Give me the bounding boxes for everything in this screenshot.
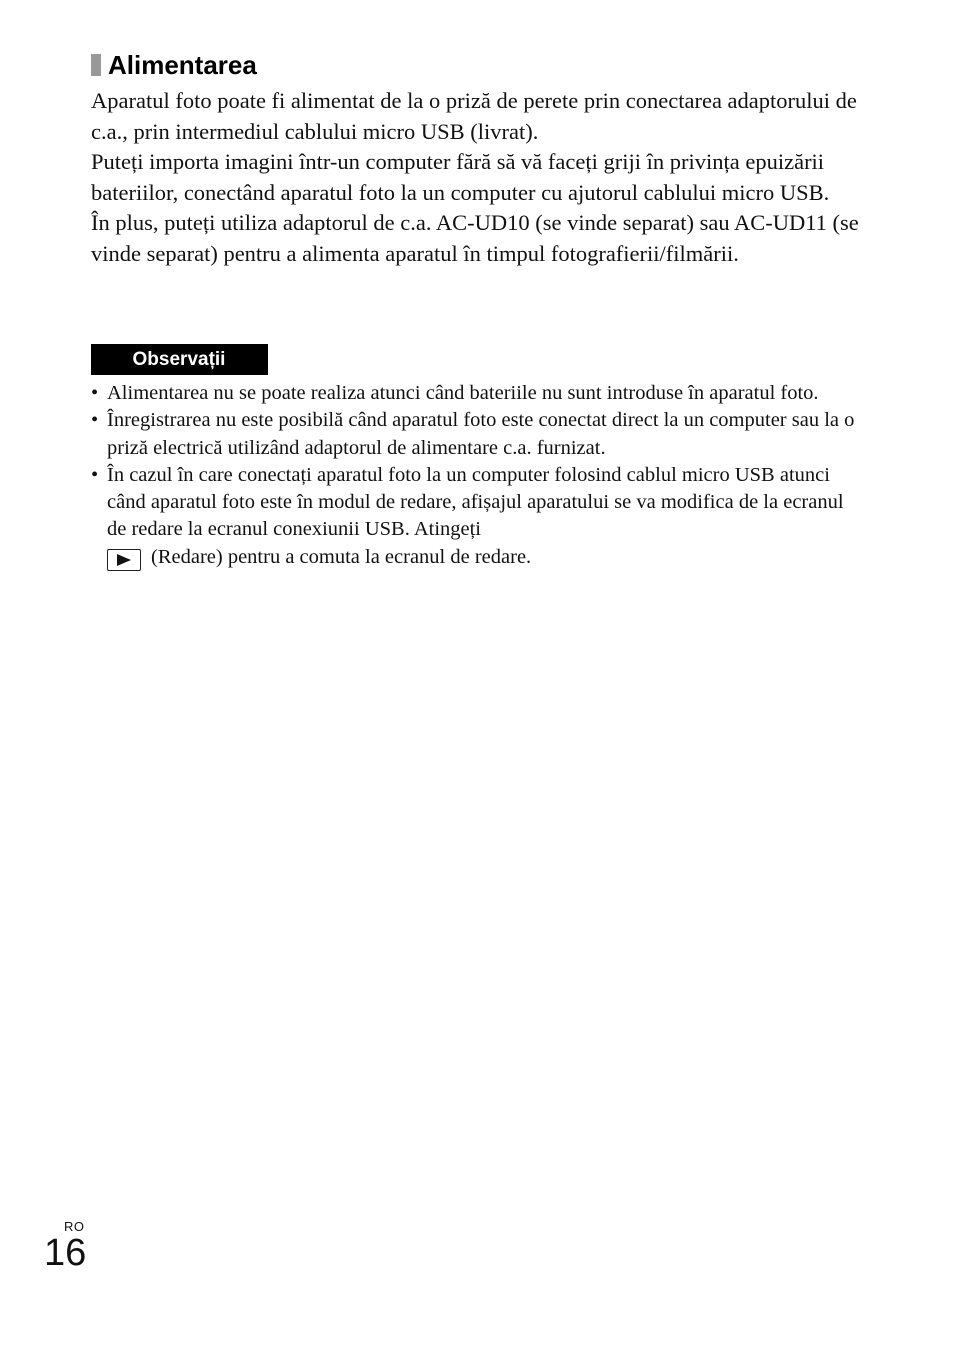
- note-item: [91, 380, 861, 407]
- play-icon: [107, 549, 141, 571]
- section-title: Alimentarea: [108, 50, 257, 80]
- note-item: [91, 462, 861, 571]
- paragraph: Aparatul foto poate fi alimentat de la o priză de perete prin conectarea adaptorului de c.a., prin intermediul cablului micro USB (livrat).: [91, 88, 857, 144]
- note-text: În cazul în care conectați aparatul foto la un computer folosind cablul micro USB atunci când aparatul foto este în modul de redare, afișajul aparatului se va modifica de la ecranul de redare la ecranul conexiunii USB. Atingeți: [107, 463, 844, 541]
- bullet: •: [91, 382, 99, 404]
- notes-label: Observații: [91, 344, 268, 375]
- note-text-tail: (Redare) pentru a comuta la ecranul de redare.: [151, 545, 532, 568]
- paragraph: În plus, puteți utiliza adaptorul de c.a. AC-UD10 (se vinde separat) sau AC-UD11 (se vinde separat) pentru a alimenta aparatul în timpul fotografierii/filmării.: [91, 210, 859, 266]
- notes-list: [91, 380, 861, 571]
- note-text: Alimentarea nu se poate realiza atunci când bateriile nu sunt introduse în aparatul foto.: [107, 382, 819, 404]
- page-number: 16: [44, 1232, 87, 1274]
- bullet: •: [91, 409, 99, 432]
- section-heading: [91, 48, 257, 82]
- bullet: •: [91, 463, 99, 486]
- section-body: [91, 86, 861, 269]
- paragraph: Puteți importa imagini într-un computer fără să vă faceți griji în privința epuizării bateriilor, conectând aparatul foto la un computer cu ajutorul cablului micro USB.: [91, 149, 830, 205]
- language-code: RO: [64, 1219, 85, 1234]
- note-item: [91, 407, 861, 462]
- heading-marker: [91, 54, 101, 76]
- note-text: Înregistrarea nu este posibilă când aparatul foto este conectat direct la un computer sau la o priză electrică utilizând adaptorul de alimentare c.a. furnizat.: [107, 409, 855, 459]
